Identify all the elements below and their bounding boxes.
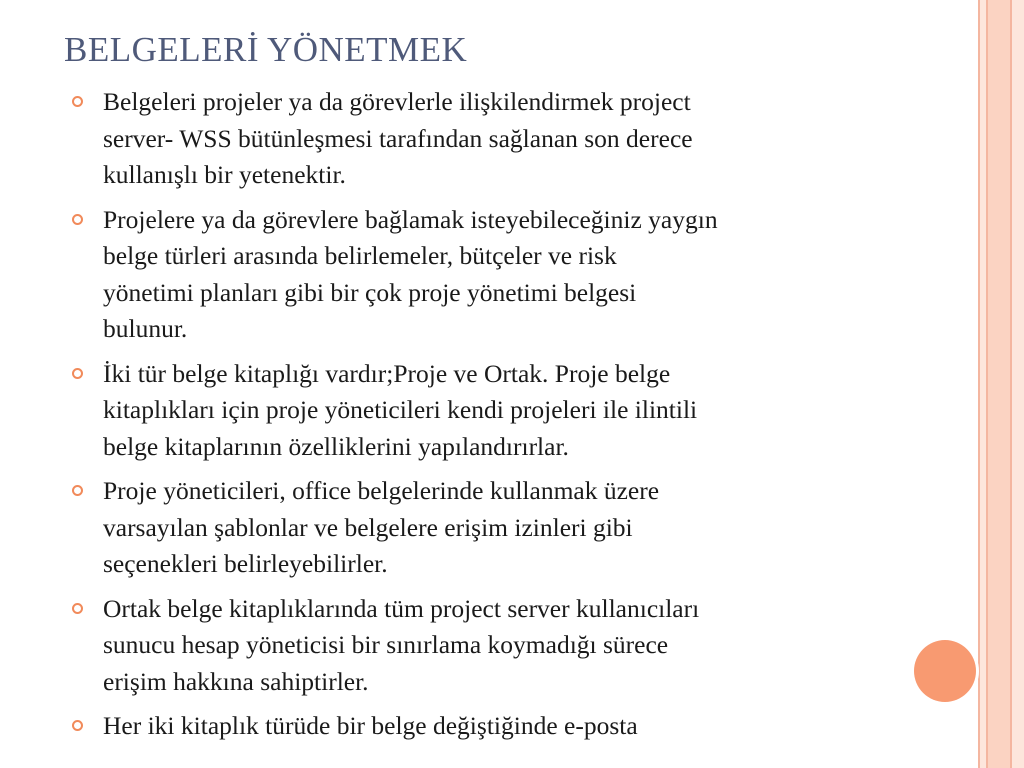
bullet-line: yönetimi planları gibi bir çok proje yönetimi belgesi (103, 277, 637, 307)
bullet-line: seçenekleri belirleyebilirler. (103, 549, 388, 578)
bullet-line: Belgeleri projeler ya da görevlerle ilişkilendirmek project (103, 87, 691, 116)
bullet-line: Her iki kitaplık türüde bir belge değiştiğinde e-posta (103, 711, 638, 740)
bullet-circle-icon (72, 603, 83, 614)
bullet-line: sunucu hesap yöneticisi bir sınırlama koymadığı sürece (103, 630, 669, 659)
bullet-line: Proje yöneticileri, office belgelerinde kullanmak üzere (103, 476, 660, 505)
slide-title: BELGELERİ YÖNETMEK (64, 30, 468, 69)
bullet-line: server- WSS bütünleşmesi tarafından sağlanan son derece (103, 123, 693, 153)
bullet-item (0, 708, 975, 745)
bullet-line: bulunur. (103, 314, 188, 343)
bullet-circle-icon (72, 368, 83, 379)
bullet-item (0, 202, 975, 348)
bullet-item (0, 356, 975, 466)
bullet-item (0, 591, 975, 701)
bullet-line: kullanışlı bir yetenektir. (103, 160, 346, 189)
bullet-line: belge kitaplarının özelliklerini yapılandırırlar. (103, 431, 569, 461)
decorative-stripe (988, 0, 1010, 768)
bullet-text (103, 202, 975, 348)
bullet-item (0, 473, 975, 583)
bullet-line: Projelere ya da görevlere bağlamak isteyebileceğiniz yaygın (103, 204, 718, 234)
bullet-circle-icon (72, 96, 83, 107)
bullet-line: belge türleri arasında belirlemeler, bütçeler ve risk (103, 241, 617, 270)
bullet-list (0, 84, 975, 753)
bullet-text (103, 84, 975, 194)
bullet-line: İki tür belge kitaplığı vardır;Proje ve Ortak. Proje belge (103, 358, 671, 388)
bullet-text (103, 591, 975, 701)
bullet-line: Ortak belge kitaplıklarında tüm project server kullanıcıları (103, 593, 700, 623)
bullet-line: erişim hakkına sahiptirler. (103, 666, 369, 696)
bullet-text (103, 708, 975, 745)
bullet-line: varsayılan şablonlar ve belgelere erişim izinleri gibi (103, 512, 633, 542)
bullet-line: kitaplıkları için proje yöneticileri kendi projeleri ile ilintili (103, 395, 698, 424)
decorative-stripe (1012, 0, 1024, 768)
bullet-circle-icon (72, 485, 83, 496)
bullet-circle-icon (72, 214, 83, 225)
bullet-item (0, 84, 975, 194)
bullet-text (103, 473, 975, 583)
bullet-text (103, 356, 975, 466)
decorative-circle (914, 640, 976, 702)
bullet-circle-icon (72, 720, 83, 731)
